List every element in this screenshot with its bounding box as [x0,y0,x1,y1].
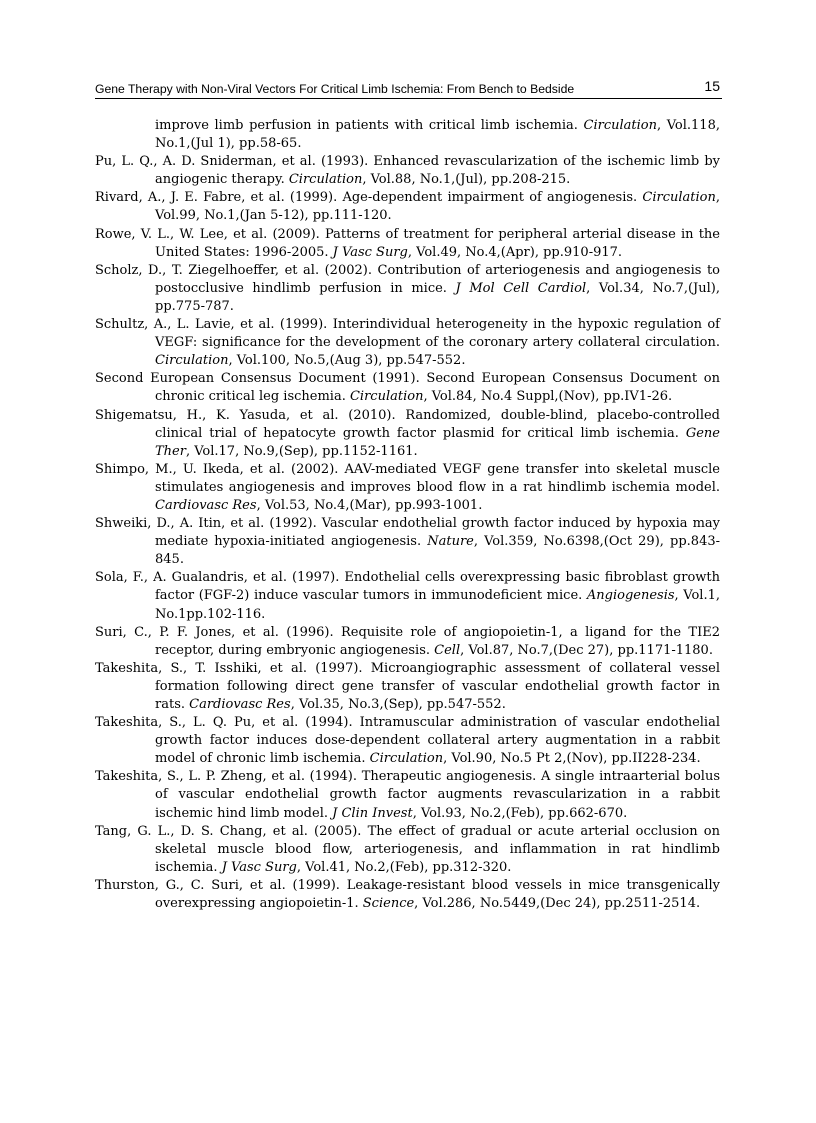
reference-entry: Rivard, A., J. E. Fabre, et al. (1999). Age-dependent impairment of angiogenesis. Circulation, Vol.99, No.1,(Jan 5-12), pp.111-120. [95,190,720,224]
reference-entry: Shigematsu, H., K. Yasuda, et al. (2010). Randomized, double-blind, placebo-controlled clinical trial of hepatocyte growth factor plasmid for critical limb ischemia. Gene Ther, Vol.17, No.9,(Sep), pp.1152-1161. [95,407,720,459]
reference-entry: Shimpo, M., U. Ikeda, et al. (2002). AAV-mediated VEGF gene transfer into skeletal muscle stimulates angiogenesis and improves blood flow in a rat hindlimb ischemia model. Cardiovasc Res, Vol.53, No.4,(Mar), pp.993-1001. [95,461,720,513]
reference-entry: Scholz, D., T. Ziegelhoeffer, et al. (2002). Contribution of arteriogenesis and angiogenesis to postocclusive hindlimb perfusion in mice. J Mol Cell Cardiol, Vol.34, No.7,(Jul), pp.775-787. [95,262,720,314]
reference-entry: Tang, G. L., D. S. Chang, et al. (2005). The effect of gradual or acute arterial occlusion on skeletal muscle blood flow, arteriogenesis, and inflammation in rat hindlimb ischemia. J Vasc Surg, Vol.41, No.2,(Feb), pp.312-320. [95,823,720,875]
reference-entry: Thurston, G., C. Suri, et al. (1999). Leakage-resistant blood vessels in mice transgenically overexpressing angiopoietin-1. Science, Vol.286, No.5449,(Dec 24), pp.2511-2514. [95,877,720,912]
reference-entry: improve limb perfusion in patients with critical limb ischemia. Circulation, Vol.118, No.1,(Jul 1), pp.58-65. [155,118,720,152]
reference-entry: Pu, L. Q., A. D. Sniderman, et al. (1993). Enhanced revascularization of the ischemic limb by angiogenic therapy. Circulation, Vol.88, No.1,(Jul), pp.208-215. [95,154,720,188]
reference-entry: Takeshita, S., L. Q. Pu, et al. (1994). Intramuscular administration of vascular endothelial growth factor induces dose-dependent collateral artery augmentation in a rabbit model of chronic limb ischemia. Circulation, Vol.90, No.5 Pt 2,(Nov), pp.II228-234. [95,715,720,767]
reference-list [95,117,720,913]
reference-entry: Rowe, V. L., W. Lee, et al. (2009). Patterns of treatment for peripheral arterial disease in the United States: 1996-2005. J Vasc Surg, Vol.49, No.4,(Apr), pp.910-917. [95,226,720,260]
reference-entry: Takeshita, S., L. P. Zheng, et al. (1994). Therapeutic angiogenesis. A single intraarterial bolus of vascular endothelial growth factor augments revascularization in a rabbit ischemic hind limb model. J Clin Invest, Vol.93, No.2,(Feb), pp.662-670. [95,769,720,821]
running-title: Gene Therapy with Non-Viral Vectors For Critical Limb Ischemia: From Bench to Bedside [95,82,575,96]
reference-entry: Takeshita, S., T. Isshiki, et al. (1997). Microangiographic assessment of collateral vessel formation following direct gene transfer of vascular endothelial growth factor in rats. Cardiovasc Res, Vol.35, No.3,(Sep), pp.547-552. [95,660,720,712]
page-number: 15 [704,78,720,94]
reference-entry: Schultz, A., L. Lavie, et al. (1999). Interindividual heterogeneity in the hypoxic regulation of VEGF: significance for the development of the coronary artery collateral circulation. Circulation, Vol.100, No.5,(Aug 3), pp.547-552. [95,317,720,369]
reference-entry: Suri, C., P. F. Jones, et al. (1996). Requisite role of angiopoietin-1, a ligand for the TIE2 receptor, during embryonic angiogenesis. Cell, Vol.87, No.7,(Dec 27), pp.1171-1180. [95,624,720,658]
reference-entry: Sola, F., A. Gualandris, et al. (1997). Endothelial cells overexpressing basic fibroblast growth factor (FGF-2) induce vascular tumors in immunodeficient mice. Angiogenesis, Vol.1, No.1pp.102-116. [95,570,720,622]
reference-entry: Second European Consensus Document (1991). Second European Consensus Document on chronic critical leg ischemia. Circulation, Vol.84, No.4 Suppl,(Nov), pp.IV1-26. [95,371,720,405]
reference-entry: Shweiki, D., A. Itin, et al. (1992). Vascular endothelial growth factor induced by hypoxia may mediate hypoxia-initiated angiogenesis. Nature, Vol.359, No.6398,(Oct 29), pp.843-845. [95,516,720,568]
running-header [95,80,722,99]
